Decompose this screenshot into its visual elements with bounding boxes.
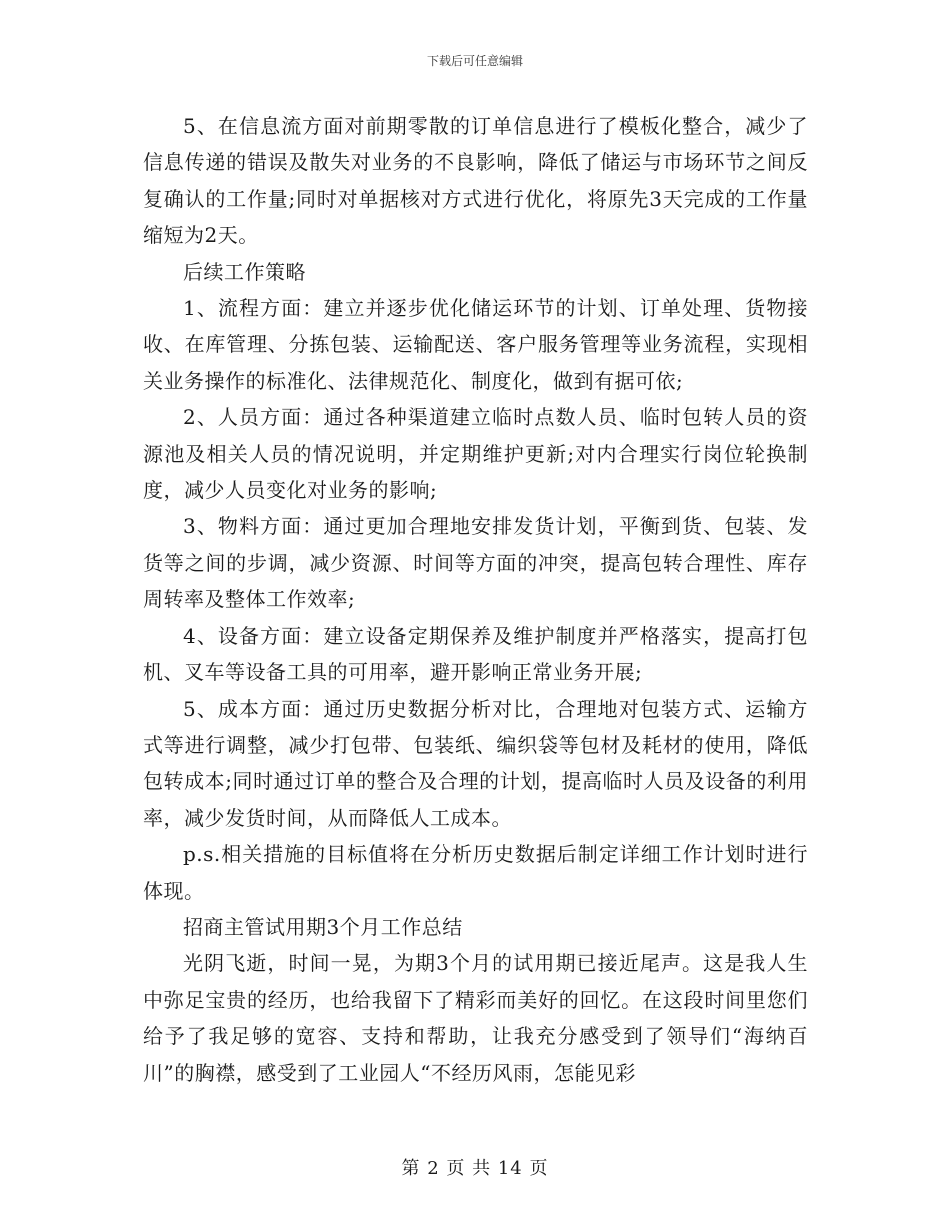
paragraph-cost: 5、成本方面：通过历史数据分析对比，合理地对包装方式、运输方式等进行调整，减少打包带、包装纸、编织袋等包材及耗材的使用，降低包转成本;同时通过订单的整合及合理的计划，提高临时人员及设备的利用率，减少发货时间，从而降低人工成本。: [143, 696, 808, 830]
paragraph-equipment: 4、设备方面：建立设备定期保养及维护制度并严格落实，提高打包机、叉车等设备工具的可用率，避开影响正常业务开展;: [143, 623, 808, 685]
header-note: 下载后可任意编辑: [426, 54, 523, 68]
paragraph-info-flow: 5、在信息流方面对前期零散的订单信息进行了模板化整合，减少了信息传递的错误及散失对业务的不良影响，降低了储运与市场环节之间反复确认的工作量;同时对单据核对方式进行优化，将原先3天完成的工作量缩短为2天。: [143, 114, 808, 248]
paragraph-probation-intro: 光阴飞逝，时间一晃，为期3个月的试用期已接近尾声。这是我人生中弥足宝贵的经历，也给我留下了精彩而美好的回忆。在这段时间里您们给予了我足够的宽容、支持和帮助，让我充分感受到了领导们“海纳百川”的胸襟，感受到了工业园人“不经历风雨，怎能见彩: [143, 951, 808, 1085]
paragraph-ps-note: p.s.相关措施的目标值将在分析历史数据后制定详细工作计划时进行体现。: [143, 842, 808, 903]
section-heading-probation-summary: 招商主管试用期3个月工作总结: [183, 914, 463, 939]
paragraph-process: 1、流程方面：建立并逐步优化储运环节的计划、订单处理、货物接收、在库管理、分拣包装、运输配送、客户服务管理等业务流程，实现相关业务操作的标准化、法律规范化、制度化，做到有据可依;: [143, 296, 808, 393]
paragraph-materials: 3、物料方面：通过更加合理地安排发货计划，平衡到货、包装、发货等之间的步调，减少资源、时间等方面的冲突，提高包转合理性、库存周转率及整体工作效率;: [143, 514, 808, 612]
section-heading-follow-up-strategy: 后续工作策略: [183, 259, 306, 284]
document-body: [143, 108, 808, 1091]
paragraph-personnel: 2、人员方面：通过各种渠道建立临时点数人员、临时包转人员的资源池及相关人员的情况说明，并定期维护更新;对内合理实行岗位轮换制度，减少人员变化对业务的影响;: [143, 405, 808, 503]
page-number-footer: 第 2 页 共 14 页: [401, 1158, 549, 1179]
